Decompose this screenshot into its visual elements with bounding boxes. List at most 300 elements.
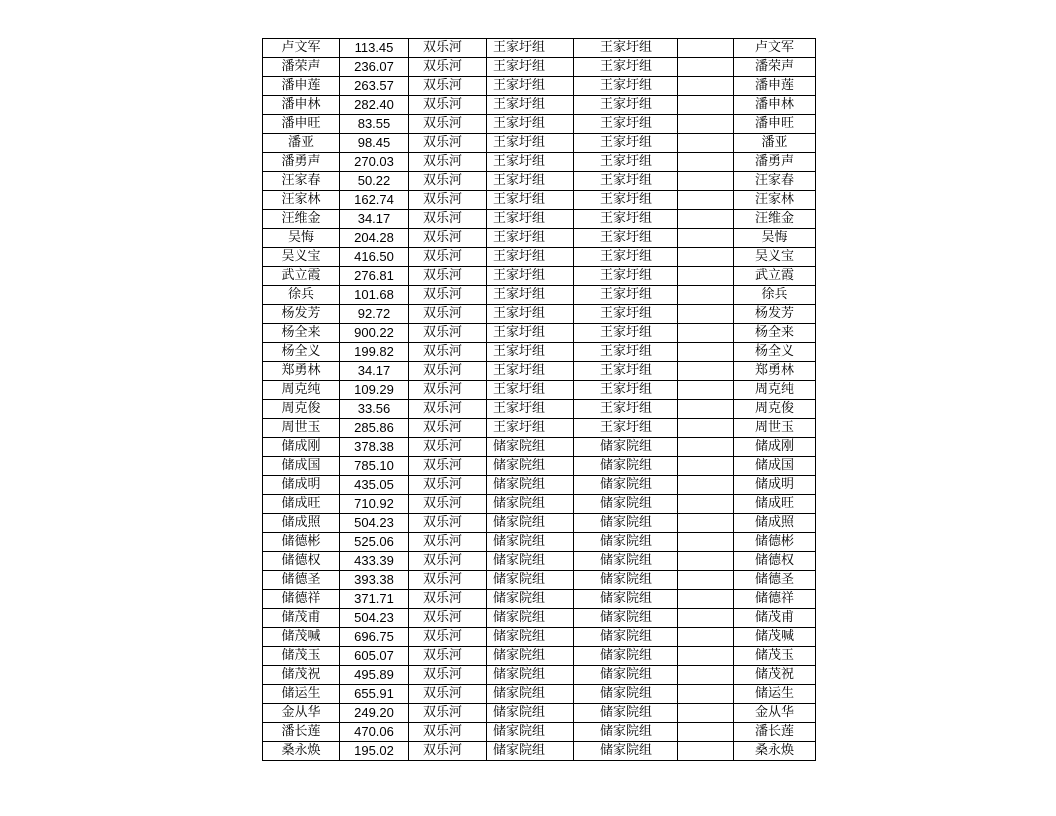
cell-group: 王家圩组 — [487, 39, 574, 58]
cell-area: 113.45 — [340, 39, 409, 58]
cell-group: 储家院组 — [487, 628, 574, 647]
cell-area: 470.06 — [340, 723, 409, 742]
cell-blank — [678, 324, 734, 343]
cell-group-repeat: 王家圩组 — [574, 267, 678, 286]
cell-village: 双乐河 — [409, 647, 487, 666]
cell-area: 162.74 — [340, 191, 409, 210]
table-row — [263, 609, 816, 628]
cell-blank — [678, 419, 734, 438]
cell-area: 416.50 — [340, 248, 409, 267]
table-row — [263, 191, 816, 210]
cell-name: 储成刚 — [263, 438, 340, 457]
cell-name-repeat: 潘申旺 — [734, 115, 816, 134]
cell-area: 195.02 — [340, 742, 409, 761]
cell-village: 双乐河 — [409, 609, 487, 628]
table-row — [263, 514, 816, 533]
cell-group: 储家院组 — [487, 742, 574, 761]
cell-village: 双乐河 — [409, 552, 487, 571]
cell-name: 杨全来 — [263, 324, 340, 343]
table-row — [263, 248, 816, 267]
cell-group: 王家圩组 — [487, 172, 574, 191]
cell-area: 270.03 — [340, 153, 409, 172]
cell-group-repeat: 王家圩组 — [574, 286, 678, 305]
cell-group-repeat: 王家圩组 — [574, 172, 678, 191]
cell-group-repeat: 王家圩组 — [574, 248, 678, 267]
cell-name-repeat: 徐兵 — [734, 286, 816, 305]
cell-village: 双乐河 — [409, 324, 487, 343]
cell-name-repeat: 储德圣 — [734, 571, 816, 590]
cell-name-repeat: 储德祥 — [734, 590, 816, 609]
cell-village: 双乐河 — [409, 533, 487, 552]
table-row — [263, 704, 816, 723]
table-row — [263, 153, 816, 172]
cell-area: 83.55 — [340, 115, 409, 134]
cell-village: 双乐河 — [409, 305, 487, 324]
cell-village: 双乐河 — [409, 457, 487, 476]
cell-area: 204.28 — [340, 229, 409, 248]
cell-group-repeat: 储家院组 — [574, 628, 678, 647]
cell-name: 储成国 — [263, 457, 340, 476]
cell-group: 王家圩组 — [487, 58, 574, 77]
cell-area: 504.23 — [340, 609, 409, 628]
cell-group-repeat: 储家院组 — [574, 704, 678, 723]
cell-village: 双乐河 — [409, 248, 487, 267]
cell-blank — [678, 628, 734, 647]
cell-village: 双乐河 — [409, 191, 487, 210]
cell-blank — [678, 286, 734, 305]
cell-name: 储运生 — [263, 685, 340, 704]
table-row — [263, 96, 816, 115]
cell-name-repeat: 周克纯 — [734, 381, 816, 400]
cell-name-repeat: 储成旺 — [734, 495, 816, 514]
cell-name-repeat: 汪家春 — [734, 172, 816, 191]
table-row — [263, 723, 816, 742]
cell-group-repeat: 储家院组 — [574, 742, 678, 761]
cell-group: 储家院组 — [487, 685, 574, 704]
cell-blank — [678, 153, 734, 172]
cell-name: 储茂祝 — [263, 666, 340, 685]
cell-group: 王家圩组 — [487, 419, 574, 438]
table-row — [263, 438, 816, 457]
cell-group-repeat: 储家院组 — [574, 609, 678, 628]
cell-village: 双乐河 — [409, 590, 487, 609]
cell-name: 储茂喊 — [263, 628, 340, 647]
cell-group-repeat: 王家圩组 — [574, 419, 678, 438]
cell-name: 卢文军 — [263, 39, 340, 58]
cell-area: 263.57 — [340, 77, 409, 96]
cell-group-repeat: 王家圩组 — [574, 362, 678, 381]
cell-group-repeat: 储家院组 — [574, 457, 678, 476]
cell-blank — [678, 552, 734, 571]
cell-blank — [678, 685, 734, 704]
cell-area: 504.23 — [340, 514, 409, 533]
cell-name: 汪家春 — [263, 172, 340, 191]
cell-group: 王家圩组 — [487, 134, 574, 153]
cell-name: 武立霞 — [263, 267, 340, 286]
cell-group-repeat: 储家院组 — [574, 571, 678, 590]
cell-name-repeat: 潘亚 — [734, 134, 816, 153]
cell-group-repeat: 王家圩组 — [574, 134, 678, 153]
cell-village: 双乐河 — [409, 229, 487, 248]
cell-group-repeat: 储家院组 — [574, 590, 678, 609]
cell-group: 储家院组 — [487, 666, 574, 685]
cell-group: 储家院组 — [487, 533, 574, 552]
cell-group: 王家圩组 — [487, 248, 574, 267]
cell-group: 王家圩组 — [487, 153, 574, 172]
cell-blank — [678, 590, 734, 609]
cell-name: 杨全义 — [263, 343, 340, 362]
cell-name: 杨发芳 — [263, 305, 340, 324]
table-row — [263, 457, 816, 476]
cell-area: 34.17 — [340, 362, 409, 381]
cell-village: 双乐河 — [409, 666, 487, 685]
cell-blank — [678, 666, 734, 685]
cell-group-repeat: 王家圩组 — [574, 381, 678, 400]
cell-blank — [678, 647, 734, 666]
cell-area: 276.81 — [340, 267, 409, 286]
cell-village: 双乐河 — [409, 381, 487, 400]
cell-village: 双乐河 — [409, 419, 487, 438]
cell-name: 徐兵 — [263, 286, 340, 305]
cell-group: 储家院组 — [487, 590, 574, 609]
cell-group-repeat: 王家圩组 — [574, 96, 678, 115]
cell-name-repeat: 潘申莲 — [734, 77, 816, 96]
cell-village: 双乐河 — [409, 514, 487, 533]
cell-blank — [678, 609, 734, 628]
cell-blank — [678, 343, 734, 362]
cell-village: 双乐河 — [409, 286, 487, 305]
cell-blank — [678, 96, 734, 115]
table-row — [263, 476, 816, 495]
cell-area: 900.22 — [340, 324, 409, 343]
cell-name-repeat: 储成明 — [734, 476, 816, 495]
cell-name: 金从华 — [263, 704, 340, 723]
cell-village: 双乐河 — [409, 476, 487, 495]
table-row — [263, 647, 816, 666]
table-row — [263, 286, 816, 305]
cell-village: 双乐河 — [409, 685, 487, 704]
table-row — [263, 210, 816, 229]
cell-name: 潘勇声 — [263, 153, 340, 172]
cell-area: 101.68 — [340, 286, 409, 305]
cell-area: 393.38 — [340, 571, 409, 590]
cell-group: 储家院组 — [487, 457, 574, 476]
cell-village: 双乐河 — [409, 628, 487, 647]
cell-blank — [678, 39, 734, 58]
cell-area: 50.22 — [340, 172, 409, 191]
cell-village: 双乐河 — [409, 704, 487, 723]
cell-name: 储成照 — [263, 514, 340, 533]
cell-name-repeat: 卢文军 — [734, 39, 816, 58]
cell-area: 249.20 — [340, 704, 409, 723]
cell-village: 双乐河 — [409, 571, 487, 590]
cell-name: 储茂玉 — [263, 647, 340, 666]
cell-group: 储家院组 — [487, 514, 574, 533]
cell-name-repeat: 储茂玉 — [734, 647, 816, 666]
table-body — [263, 39, 816, 761]
cell-blank — [678, 58, 734, 77]
cell-blank — [678, 704, 734, 723]
cell-group: 王家圩组 — [487, 362, 574, 381]
cell-group: 王家圩组 — [487, 210, 574, 229]
cell-name: 储德彬 — [263, 533, 340, 552]
cell-blank — [678, 267, 734, 286]
table-row — [263, 571, 816, 590]
cell-group: 储家院组 — [487, 552, 574, 571]
cell-group: 储家院组 — [487, 571, 574, 590]
cell-area: 710.92 — [340, 495, 409, 514]
cell-name-repeat: 周世玉 — [734, 419, 816, 438]
cell-group-repeat: 储家院组 — [574, 647, 678, 666]
cell-name: 储德祥 — [263, 590, 340, 609]
cell-group-repeat: 王家圩组 — [574, 400, 678, 419]
cell-blank — [678, 400, 734, 419]
cell-group: 王家圩组 — [487, 324, 574, 343]
cell-blank — [678, 514, 734, 533]
cell-village: 双乐河 — [409, 267, 487, 286]
cell-village: 双乐河 — [409, 495, 487, 514]
cell-village: 双乐河 — [409, 153, 487, 172]
cell-area: 655.91 — [340, 685, 409, 704]
cell-village: 双乐河 — [409, 400, 487, 419]
cell-name-repeat: 储成照 — [734, 514, 816, 533]
cell-blank — [678, 191, 734, 210]
cell-group-repeat: 王家圩组 — [574, 343, 678, 362]
cell-name: 储德圣 — [263, 571, 340, 590]
cell-blank — [678, 723, 734, 742]
cell-area: 495.89 — [340, 666, 409, 685]
cell-blank — [678, 533, 734, 552]
cell-name-repeat: 杨发芳 — [734, 305, 816, 324]
cell-group-repeat: 王家圩组 — [574, 115, 678, 134]
cell-group: 王家圩组 — [487, 115, 574, 134]
cell-name: 潘申林 — [263, 96, 340, 115]
cell-area: 433.39 — [340, 552, 409, 571]
cell-name-repeat: 储茂喊 — [734, 628, 816, 647]
table-row — [263, 267, 816, 286]
cell-group-repeat: 王家圩组 — [574, 324, 678, 343]
cell-area: 98.45 — [340, 134, 409, 153]
table-row — [263, 590, 816, 609]
cell-village: 双乐河 — [409, 438, 487, 457]
table-row — [263, 666, 816, 685]
table-row — [263, 362, 816, 381]
cell-village: 双乐河 — [409, 115, 487, 134]
cell-name-repeat: 汪维金 — [734, 210, 816, 229]
cell-area: 378.38 — [340, 438, 409, 457]
cell-group: 王家圩组 — [487, 77, 574, 96]
table-row — [263, 628, 816, 647]
cell-group: 王家圩组 — [487, 267, 574, 286]
cell-group: 王家圩组 — [487, 191, 574, 210]
cell-group-repeat: 储家院组 — [574, 514, 678, 533]
cell-name: 储德权 — [263, 552, 340, 571]
cell-blank — [678, 248, 734, 267]
cell-blank — [678, 457, 734, 476]
table-row — [263, 533, 816, 552]
cell-group-repeat: 储家院组 — [574, 666, 678, 685]
cell-group: 王家圩组 — [487, 229, 574, 248]
cell-name-repeat: 储茂祝 — [734, 666, 816, 685]
cell-area: 785.10 — [340, 457, 409, 476]
cell-village: 双乐河 — [409, 134, 487, 153]
cell-group-repeat: 王家圩组 — [574, 153, 678, 172]
table-row — [263, 77, 816, 96]
table-row — [263, 58, 816, 77]
cell-village: 双乐河 — [409, 742, 487, 761]
table-row — [263, 172, 816, 191]
cell-group-repeat: 储家院组 — [574, 438, 678, 457]
cell-blank — [678, 742, 734, 761]
cell-area: 109.29 — [340, 381, 409, 400]
cell-group: 王家圩组 — [487, 343, 574, 362]
cell-blank — [678, 134, 734, 153]
table-row — [263, 419, 816, 438]
cell-name: 郑勇林 — [263, 362, 340, 381]
cell-name: 潘申旺 — [263, 115, 340, 134]
cell-village: 双乐河 — [409, 58, 487, 77]
cell-group: 储家院组 — [487, 647, 574, 666]
cell-name: 周世玉 — [263, 419, 340, 438]
cell-name-repeat: 储成国 — [734, 457, 816, 476]
cell-group: 储家院组 — [487, 495, 574, 514]
cell-name-repeat: 金从华 — [734, 704, 816, 723]
table-row — [263, 495, 816, 514]
cell-group: 储家院组 — [487, 723, 574, 742]
cell-blank — [678, 571, 734, 590]
table-row — [263, 229, 816, 248]
cell-name-repeat: 杨全义 — [734, 343, 816, 362]
cell-name-repeat: 武立霞 — [734, 267, 816, 286]
cell-area: 199.82 — [340, 343, 409, 362]
table-row — [263, 742, 816, 761]
cell-name: 潘长莲 — [263, 723, 340, 742]
cell-blank — [678, 305, 734, 324]
cell-area: 282.40 — [340, 96, 409, 115]
table-row — [263, 115, 816, 134]
table-row — [263, 39, 816, 58]
cell-area: 236.07 — [340, 58, 409, 77]
cell-name-repeat: 潘勇声 — [734, 153, 816, 172]
cell-blank — [678, 438, 734, 457]
cell-group: 王家圩组 — [487, 381, 574, 400]
cell-name-repeat: 储德彬 — [734, 533, 816, 552]
cell-group: 王家圩组 — [487, 305, 574, 324]
cell-area: 34.17 — [340, 210, 409, 229]
cell-group: 储家院组 — [487, 609, 574, 628]
cell-name-repeat: 储茂甫 — [734, 609, 816, 628]
cell-area: 92.72 — [340, 305, 409, 324]
cell-name: 周克纯 — [263, 381, 340, 400]
cell-name: 储成明 — [263, 476, 340, 495]
cell-group: 储家院组 — [487, 438, 574, 457]
cell-area: 525.06 — [340, 533, 409, 552]
cell-village: 双乐河 — [409, 343, 487, 362]
cell-group-repeat: 王家圩组 — [574, 305, 678, 324]
table-row — [263, 324, 816, 343]
cell-name: 储茂甫 — [263, 609, 340, 628]
cell-group-repeat: 储家院组 — [574, 685, 678, 704]
cell-area: 696.75 — [340, 628, 409, 647]
cell-name: 周克俊 — [263, 400, 340, 419]
cell-name: 汪家林 — [263, 191, 340, 210]
table-row — [263, 552, 816, 571]
cell-group: 储家院组 — [487, 476, 574, 495]
cell-blank — [678, 476, 734, 495]
cell-name-repeat: 储成刚 — [734, 438, 816, 457]
cell-name: 潘申莲 — [263, 77, 340, 96]
cell-name-repeat: 郑勇林 — [734, 362, 816, 381]
cell-name-repeat: 吴悔 — [734, 229, 816, 248]
cell-area: 33.56 — [340, 400, 409, 419]
table-row — [263, 343, 816, 362]
cell-name-repeat: 杨全来 — [734, 324, 816, 343]
cell-name: 吴义宝 — [263, 248, 340, 267]
cell-village: 双乐河 — [409, 96, 487, 115]
cell-group-repeat: 王家圩组 — [574, 58, 678, 77]
cell-name-repeat: 吴义宝 — [734, 248, 816, 267]
cell-blank — [678, 495, 734, 514]
cell-area: 605.07 — [340, 647, 409, 666]
cell-group-repeat: 王家圩组 — [574, 229, 678, 248]
cell-blank — [678, 362, 734, 381]
cell-area: 285.86 — [340, 419, 409, 438]
cell-name: 吴悔 — [263, 229, 340, 248]
cell-group: 王家圩组 — [487, 400, 574, 419]
cell-village: 双乐河 — [409, 723, 487, 742]
cell-blank — [678, 210, 734, 229]
cell-group: 王家圩组 — [487, 286, 574, 305]
land-register-table — [262, 38, 816, 761]
cell-area: 435.05 — [340, 476, 409, 495]
cell-village: 双乐河 — [409, 77, 487, 96]
cell-group-repeat: 储家院组 — [574, 476, 678, 495]
cell-name: 储成旺 — [263, 495, 340, 514]
cell-group-repeat: 储家院组 — [574, 552, 678, 571]
table-row — [263, 685, 816, 704]
cell-village: 双乐河 — [409, 210, 487, 229]
cell-name-repeat: 潘长莲 — [734, 723, 816, 742]
cell-village: 双乐河 — [409, 39, 487, 58]
cell-name-repeat: 储德权 — [734, 552, 816, 571]
cell-group: 储家院组 — [487, 704, 574, 723]
cell-group-repeat: 储家院组 — [574, 533, 678, 552]
cell-name: 汪维金 — [263, 210, 340, 229]
cell-name-repeat: 潘申林 — [734, 96, 816, 115]
cell-name-repeat: 储运生 — [734, 685, 816, 704]
table-row — [263, 400, 816, 419]
cell-group-repeat: 王家圩组 — [574, 39, 678, 58]
cell-area: 371.71 — [340, 590, 409, 609]
cell-blank — [678, 77, 734, 96]
cell-group-repeat: 储家院组 — [574, 495, 678, 514]
cell-village: 双乐河 — [409, 362, 487, 381]
cell-group-repeat: 王家圩组 — [574, 77, 678, 96]
table-row — [263, 134, 816, 153]
cell-name: 潘荣声 — [263, 58, 340, 77]
cell-blank — [678, 115, 734, 134]
cell-group-repeat: 王家圩组 — [574, 191, 678, 210]
cell-group-repeat: 王家圩组 — [574, 210, 678, 229]
cell-name: 潘亚 — [263, 134, 340, 153]
cell-group-repeat: 储家院组 — [574, 723, 678, 742]
cell-village: 双乐河 — [409, 172, 487, 191]
cell-group: 王家圩组 — [487, 96, 574, 115]
cell-name-repeat: 潘荣声 — [734, 58, 816, 77]
cell-blank — [678, 381, 734, 400]
table-row — [263, 305, 816, 324]
cell-blank — [678, 229, 734, 248]
